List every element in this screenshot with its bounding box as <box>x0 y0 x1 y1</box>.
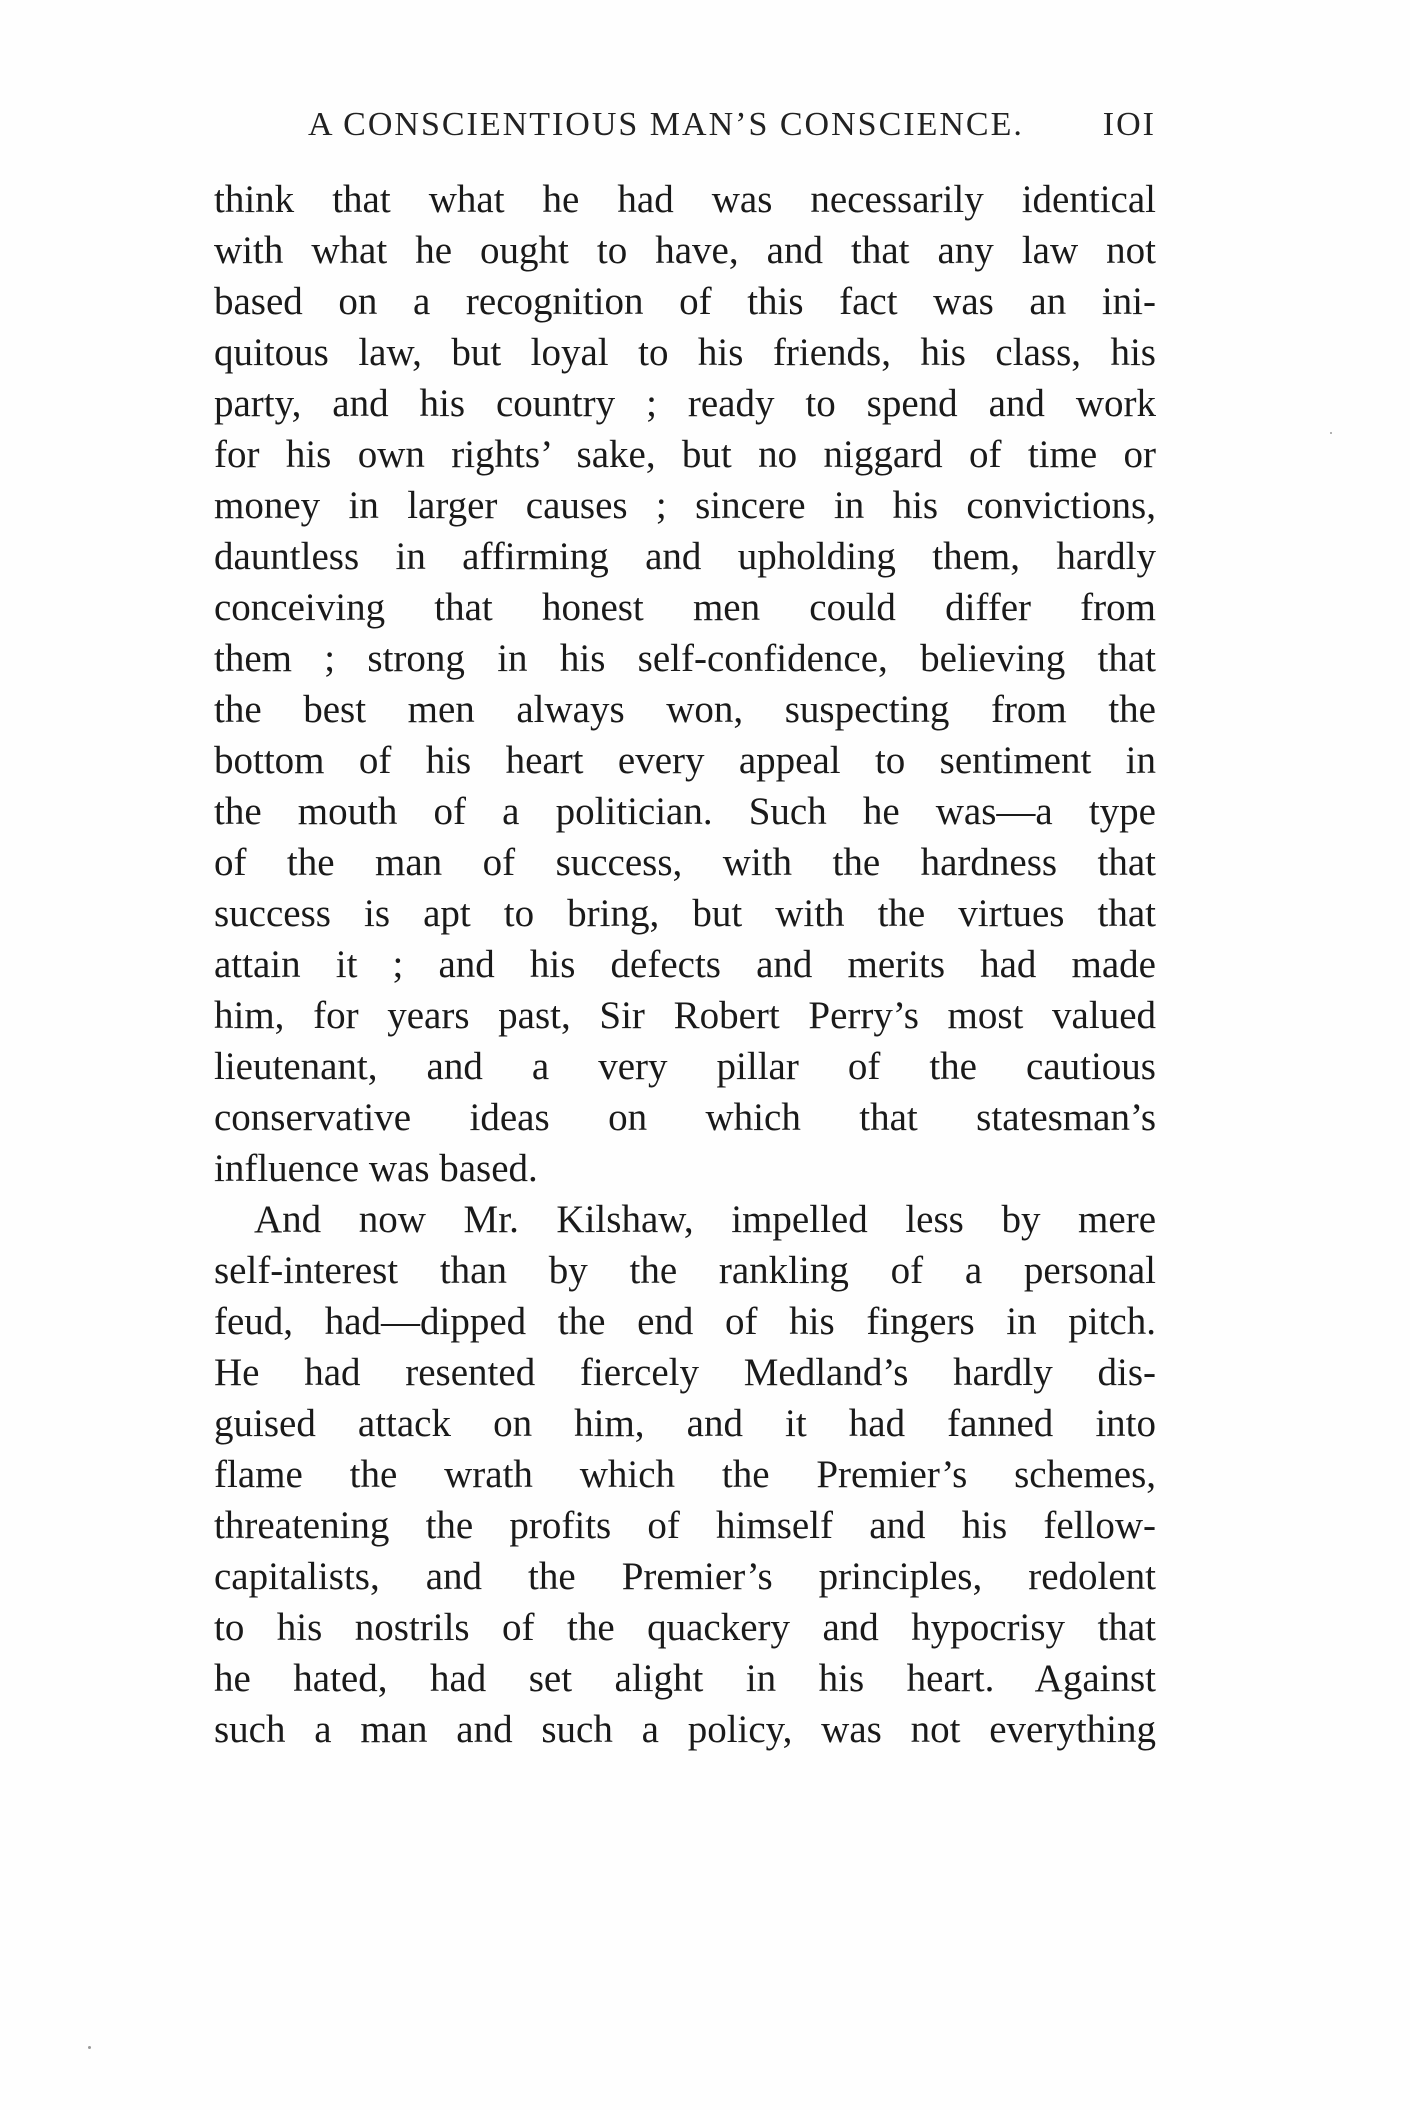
paper-speck <box>88 2046 91 2049</box>
text-line: guised attack on him, and it had fanned into <box>214 1402 1156 1445</box>
text-line: capitalists, and the Premier’s principles, redolent <box>214 1555 1156 1598</box>
text-line: dauntless in affirming and upholding them, hardly <box>214 535 1156 578</box>
text-line: He had resented fiercely Medland’s hardly dis- <box>214 1351 1156 1394</box>
text-line: think that what he had was necessarily identical <box>214 178 1156 221</box>
text-line: them ; strong in his self-confidence, believing that <box>214 637 1156 680</box>
text-line: attain it ; and his defects and merits had made <box>214 943 1156 986</box>
text-line: self-interest than by the rankling of a personal <box>214 1249 1156 1292</box>
text-line: party, and his country ; ready to spend and work <box>214 382 1156 425</box>
text-line: success is apt to bring, but with the virtues that <box>214 892 1156 935</box>
text-line: of the man of success, with the hardness that <box>214 841 1156 884</box>
text-line: conceiving that honest men could differ from <box>214 586 1156 629</box>
text-line: flame the wrath which the Premier’s schemes, <box>214 1453 1156 1496</box>
body-text <box>214 174 1156 1755</box>
text-line: quitous law, but loyal to his friends, his class, his <box>214 331 1156 374</box>
paragraph-1 <box>214 174 1156 1194</box>
text-line: for his own rights’ sake, but no niggard of time or <box>214 433 1156 476</box>
text-line: him, for years past, Sir Robert Perry’s most valued <box>214 994 1156 1037</box>
text-line: he hated, had set alight in his heart. Against <box>214 1657 1156 1700</box>
page-number: IOI <box>1102 106 1156 143</box>
text-line: bottom of his heart every appeal to sentiment in <box>214 739 1156 782</box>
text-line: feud, had—dipped the end of his fingers in pitch. <box>214 1300 1156 1343</box>
text-line: And now Mr. Kilshaw, impelled less by mere <box>254 1198 1156 1241</box>
text-line: the best men always won, suspecting from the <box>214 688 1156 731</box>
text-line: based on a recognition of this fact was an ini- <box>214 280 1156 323</box>
text-line: with what he ought to have, and that any law not <box>214 229 1156 272</box>
text-line: conservative ideas on which that statesman’s <box>214 1096 1156 1139</box>
paragraph-2 <box>214 1194 1156 1755</box>
paper-speck <box>1330 432 1332 434</box>
text-line: such a man and such a policy, was not everything <box>214 1708 1156 1751</box>
running-head <box>300 106 1156 146</box>
text-line: threatening the profits of himself and his fellow- <box>214 1504 1156 1547</box>
running-title: A CONSCIENTIOUS MAN’S CONSCIENCE. <box>308 106 1024 143</box>
text-line: influence was based. <box>214 1147 538 1190</box>
text-line: the mouth of a politician. Such he was—a type <box>214 790 1156 833</box>
text-line: to his nostrils of the quackery and hypocrisy that <box>214 1606 1156 1649</box>
text-line: money in larger causes ; sincere in his convictions, <box>214 484 1156 527</box>
text-line: lieutenant, and a very pillar of the cautious <box>214 1045 1156 1088</box>
